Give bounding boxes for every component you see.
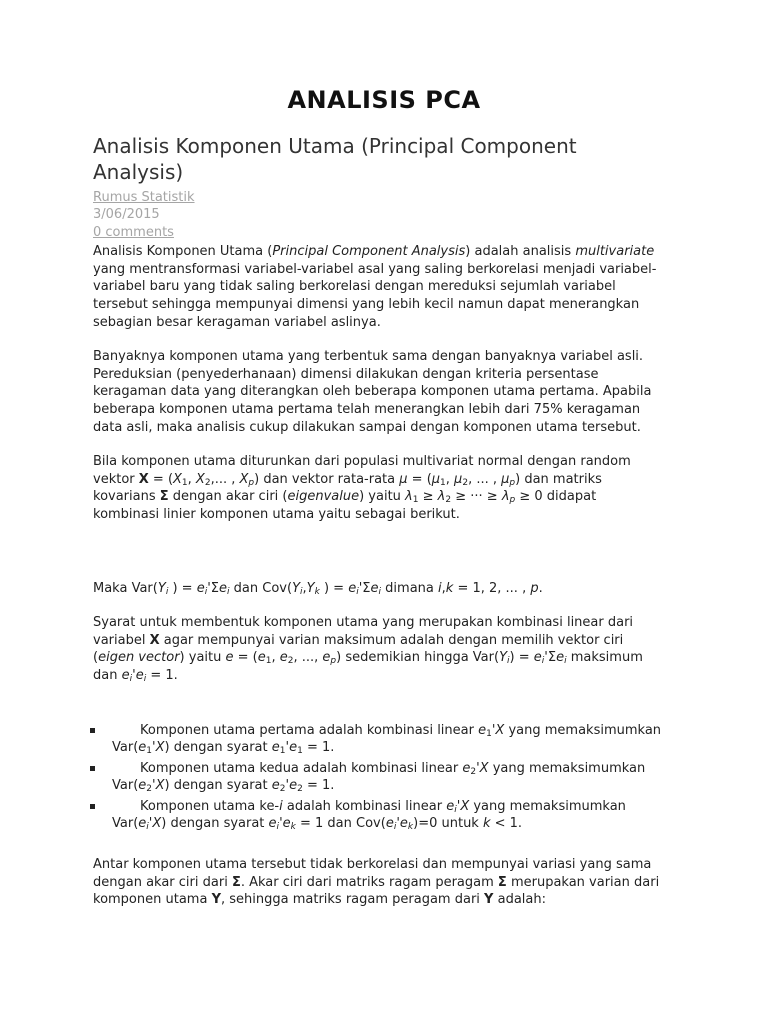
post-date: 3/06/2015 bbox=[93, 207, 160, 223]
paragraph-intro: Analisis Komponen Utama (Principal Component Analysis) adalah analisis multivariate yang mentransformasi variabel-variabel asal yang saling berkorelasi menjadi variabel-variabel baru yang tidak saling berkorelasi dengan mereduksi sejumlah variabel tersebut sehingga mempunyai dimensi yang lebih kecil namun dapat menerangkan sebagian besar keragaman variabel aslinya. bbox=[93, 244, 657, 330]
comments-link[interactable]: 0 comments bbox=[93, 224, 174, 240]
paragraph-conditions: Syarat untuk membentuk komponen utama yang merupakan kombinasi linear dari variabel X agar mempunyai varian maksimum adalah dengan memilih vektor ciri (eigen vector) yaitu $e = (e_1$, $e_2$, ..., $e_p$) sedemikian hingga $Var(Y_i) = e_i'\Sigma e_i$ maksimum dan $e_i'e_i = 1$. bbox=[93, 615, 643, 684]
document-title: ANALISIS PCA bbox=[287, 86, 481, 114]
author-link[interactable]: Rumus Statistik bbox=[93, 190, 195, 205]
bullet-square-icon bbox=[90, 804, 95, 809]
paragraph-population: Bila komponen utama diturunkan dari populasi multivariat normal dengan random vektor $X = (X_1$, $X_2$,... , $X_p$) dan vektor rata-rata $\mu = (\mu_1$, $\mu_2$, ... , $\mu_p$) dan matriks kovarians Σ dengan akar ciri (eigenvalue) yaitu $\lambda_1 \ge \lambda_2$ ≥ ··· ≥ $\lambda_p \ge 0$ didapat kombinasi linier komponen utama yaitu sebagai berikut. bbox=[93, 454, 631, 522]
paragraph-reduction: Banyaknya komponen utama yang terbentuk sama dengan banyaknya variabel asli. Pereduksian (penyederhanaan) dimensi dilakukan dengan kriteria persentase keragaman data yang diterangkan oleh beberapa komponen utama pertama. Apabila beberapa komponen utama pertama telah menerangkan lebih dari 75% keragaman data asli, maka analisis cukup dilakukan sampai dengan komponen utama tersebut. bbox=[93, 349, 652, 435]
paragraph-eigen: Antar komponen utama tersebut tidak berkorelasi dan mempunyai variasi yang sama dengan akar ciri dari Σ. Akar ciri dari matriks ragam peragam Σ merupakan varian dari komponen utama Y, sehingga matriks ragam peragam dari Y adalah: bbox=[93, 857, 660, 908]
post-title: Analisis Komponen Utama (Principal Component Analysis) bbox=[93, 134, 577, 184]
bullet-square-icon bbox=[90, 728, 95, 733]
bullet-square-icon bbox=[90, 766, 95, 771]
component-list bbox=[93, 722, 665, 834]
list-item: Komponen utama ke-i adalah kombinasi linear $e_i'X$ yang memaksimumkan $Var(e_i'X)$ dengan syarat $e_i'e_k = 1$ dan $Cov(e_i'e_k)=0$ untuk k < 1. bbox=[93, 798, 665, 833]
list-item: Komponen utama kedua adalah kombinasi linear $e_2'X$ yang memaksimumkan $Var(e_2'X)$ dengan syarat $e_2'e_2 = 1$. bbox=[93, 760, 665, 795]
article bbox=[93, 133, 665, 909]
list-item: Komponen utama pertama adalah kombinasi linear $e_1'X$ yang memaksimumkan $Var(e_1'X)$ dengan syarat $e_1'e_1 = 1$. bbox=[93, 722, 665, 757]
post-meta bbox=[93, 189, 665, 241]
paragraph-variance: Maka $Var(Y_i$ ) = $e_i'\Sigma e_i$ dan $Cov(Y_i,Y_k$ ) = $e_i'\Sigma e_i$ dimana i,k = 1, 2, ... , p. bbox=[93, 580, 543, 597]
